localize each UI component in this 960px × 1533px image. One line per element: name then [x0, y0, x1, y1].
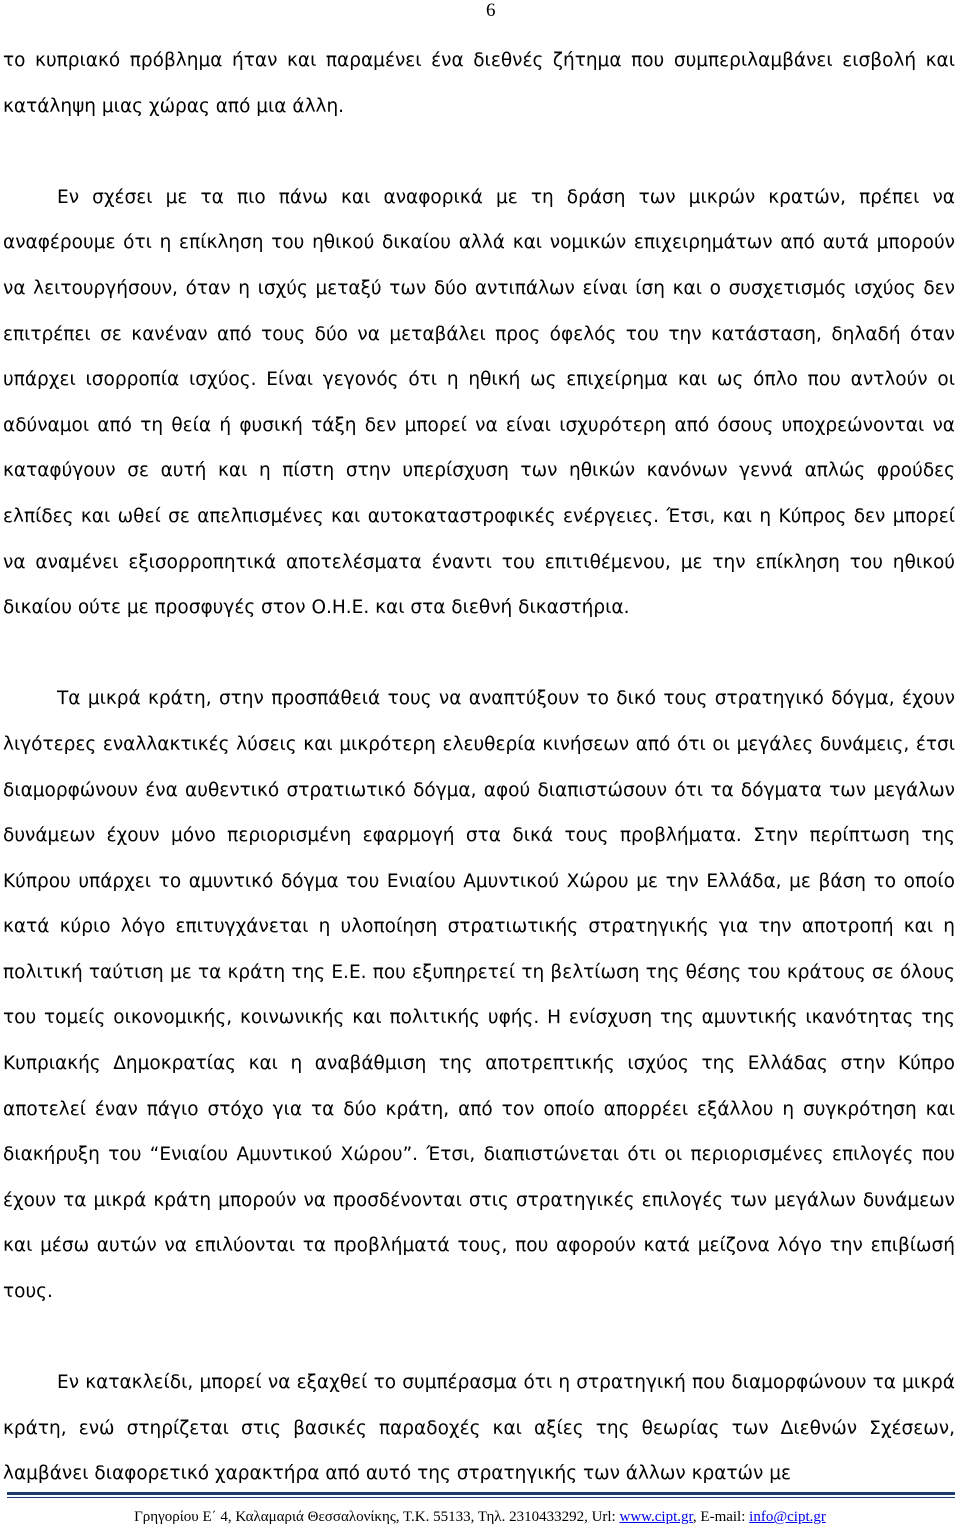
paragraph-2: Εν σχέσει με τα πιο πάνω και αναφορικά με τη δράση των μικρών κρατών, πρέπει να αναφέρουμε ότι η επίκληση του ηθικού δικαίου αλλά και νομικών επιχειρημάτων από αυτά μπορούν να λειτουργήσουν, όταν η ισχύς μεταξύ των δύο αντιπάλων είναι ίση και ο συσχετισμός ισχύος δεν επιτρέπει σε κανέναν από τους δύο να μεταβάλει προς όφελός του την κατάσταση, δηλαδή όταν υπάρχει ισορροπία ισχύος. Είναι γεγονός ότι η ηθική ως επιχείρημα και ως όπλο που αντλούν οι αδύναμοι από τη θεία ή φυσική τάξη δεν μπορεί να είναι ισχυρότερη από όσους υποχρεώνονται να καταφύγουν σε αυτή και η πίστη στην υπερίσχυση των ηθικών κανόνων γεννά απλώς φρούδες ελπίδες και ωθεί σε απελπισμένες και αυτοκαταστροφικές ενέργειες. Έτσι, και η Κύπρος δεν μπορεί να αναμένει εξισορροπητικά αποτελέσματα έναντι του επιτιθέμενου, με την επίκληση του ηθικού δικαίου ούτε με προσφυγές στον Ο.Η.Ε. και στα διεθνή δικαστήρια.: [3, 186, 955, 619]
footer-rule-thin: [7, 1497, 955, 1498]
page-number: 6: [486, 0, 496, 21]
footer-email-label: , E-mail:: [692, 1509, 750, 1525]
paragraph-4: Εν κατακλείδι, μπορεί να εξαχθεί το συμπέρασμα ότι η στρατηγική που διαμορφώνουν τα μικρά κράτη, ενώ στηρίζεται στις βασικές παραδοχές και αξίες της θεωρίας των Διεθνών Σχέσεων, λαμβάνει διαφορετικό χαρακτήρα από αυτό της στρατηγικής των άλλων κρατών με: [3, 1372, 955, 1485]
footer-url-link[interactable]: www.cipt.gr: [619, 1509, 693, 1525]
footer-rule-thick: [7, 1492, 955, 1495]
footer-email-link[interactable]: info@cipt.gr: [749, 1509, 826, 1525]
paragraph-3: Τα μικρά κράτη, στην προσπάθειά τους να αναπτύξουν το δικό τους στρατηγικό δόγμα, έχουν λιγότερες εναλλακτικές λύσεις και μικρότερη ελευθερία κινήσεων από ότι οι μεγάλες δυνάμεις, έτσι διαμορφώνουν ένα αυθεντικό στρατιωτικό δόγμα, αφού διαπιστώσουν ότι τα δόγματα των μεγάλων δυνάμεων έχουν μόνο περιορισμένη εφαρμογή στα δικά τους προβλήματα. Στην περίπτωση της Κύπρου υπάρχει το αμυντικό δόγμα του Ενιαίου Αμυντικού Χώρου με την Ελλάδα, με βάση το οποίο κατά κύριο λόγο επιτυγχάνεται η υλοποίηση στρατιωτικής στρατηγικής για την αποτροπή και η πολιτική ταύτιση με τα κράτη της Ε.Ε. που εξυπηρετεί τη βελτίωση της θέσης του κράτους σε όλους του τομείς οικονομικής, κοινωνικής και πολιτικής υφής. Η ενίσχυση της αμυντικής ικανότητας της Κυπριακής Δημοκρατίας και η αναβάθμιση της αποτρεπτικής ισχύος της Ελλάδας στην Κύπρο αποτελεί έναν πάγιο στόχο για τα δύο κράτη, από τον οποίο απορρέει εξάλλου η συγκρότηση και διακήρυξη του “Ενιαίου Αμυντικού Χώρου”. Έτσι, διαπιστώνεται ότι οι περιορισμένες επιλογές που έχουν τα μικρά κράτη μπορούν να προσδένονται στις στρατηγικές επιλογές των μεγάλων δυνάμεων και μέσω αυτών να επιλύονται τα προβλήματά τους, που αφορούν κατά μείζονα λόγο την επιβίωσή τους.: [3, 688, 955, 1303]
paragraph-1: το κυπριακό πρόβλημα ήταν και παραμένει ένα διεθνές ζήτημα που συμπεριλαμβάνει εισβολή και κατάληψη μιας χώρας από μια άλλη.: [3, 50, 955, 117]
document-body: [3, 38, 955, 1497]
footer: [0, 1507, 960, 1527]
footer-address: Γρηγορίου Ε΄ 4, Καλαμαριά Θεσσαλονίκης, Τ.Κ. 55133, Τηλ. 2310433292, Url:: [134, 1509, 620, 1525]
